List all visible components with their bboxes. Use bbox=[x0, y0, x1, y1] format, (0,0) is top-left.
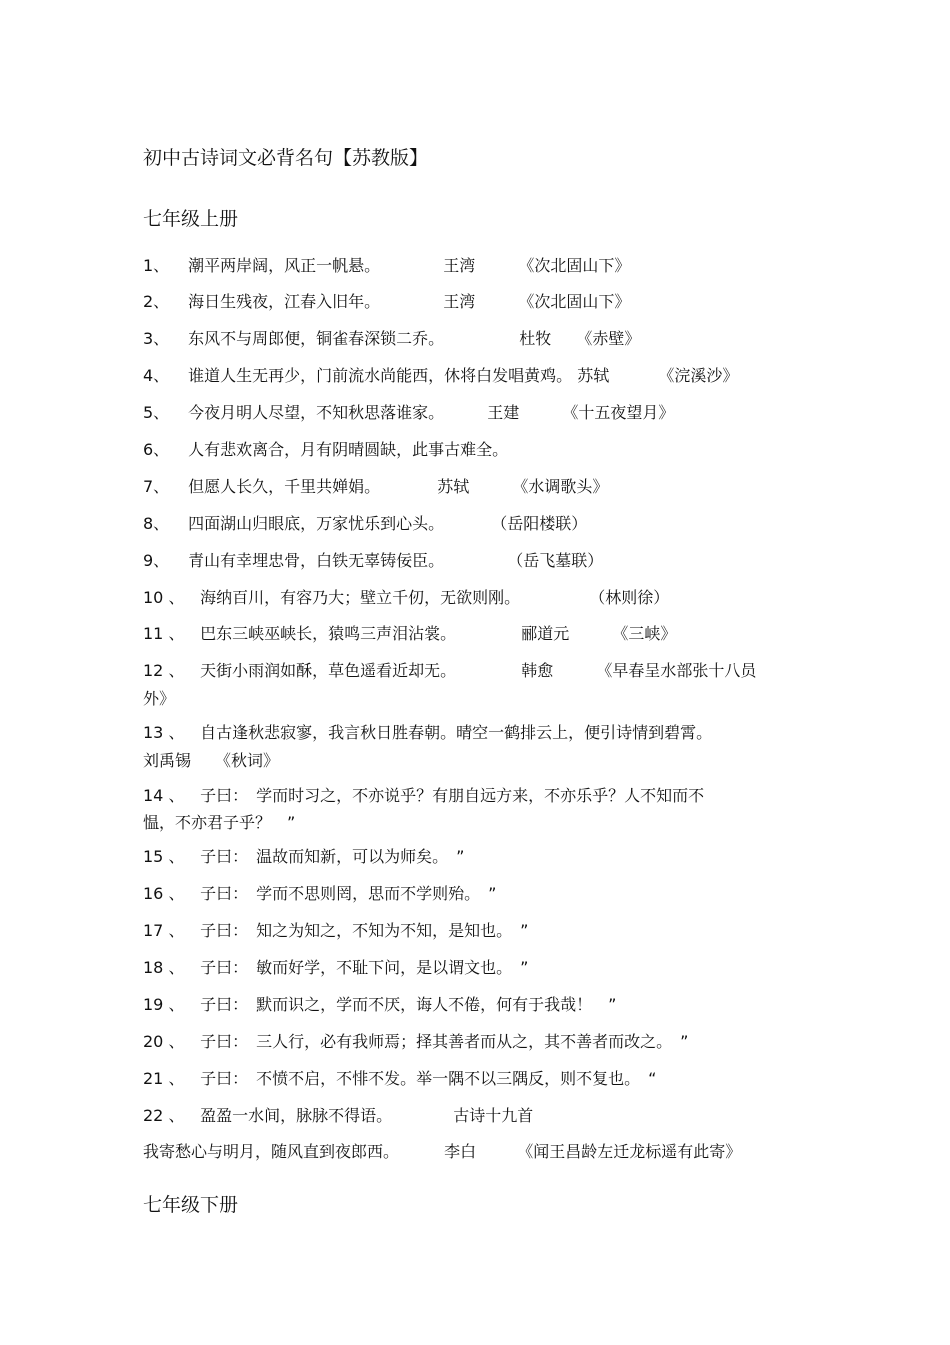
item-number: 21 、 bbox=[143, 1069, 185, 1088]
item-source: 《赤壁》 bbox=[576, 329, 641, 348]
item-text: 但愿人长久，千里共婵娟。 bbox=[188, 477, 381, 496]
item-number: 6、 bbox=[143, 440, 170, 459]
item-author: 郦道元 bbox=[521, 624, 570, 643]
list-item bbox=[143, 1030, 793, 1054]
item-text: 子曰： 敏而好学，不耻下问，是以谓文也。 ” bbox=[200, 958, 529, 977]
item-text: 青山有幸埋忠骨，白铁无辜铸佞臣。 bbox=[188, 551, 445, 570]
item-number: 17 、 bbox=[143, 921, 185, 940]
list-item bbox=[143, 254, 793, 278]
list-item bbox=[143, 993, 793, 1017]
list-item bbox=[143, 401, 793, 425]
item-source: 《十五夜望月》 bbox=[562, 403, 675, 422]
item-text: 子曰： 知之为知之，不知为不知，是知也。 ” bbox=[200, 921, 529, 940]
item-number: 19 、 bbox=[143, 995, 185, 1014]
item-number: 13 、 bbox=[143, 723, 185, 742]
item-text: 盈盈一水间，脉脉不得语。 bbox=[200, 1106, 393, 1125]
item-source: （岳飞墓联） bbox=[507, 551, 604, 570]
list-item bbox=[143, 586, 793, 610]
item-source: 《闻王昌龄左迁龙标遥有此寄》 bbox=[517, 1142, 742, 1161]
item-number: 11 、 bbox=[143, 624, 185, 643]
item-text: 子曰： 不愤不启，不悱不发。举一隅不以三隅反，则不复也。 “ bbox=[200, 1069, 657, 1088]
item-text: 人有悲欢离合，月有阴晴圆缺，此事古难全。 bbox=[188, 440, 509, 459]
item-source: 《三峡》 bbox=[612, 624, 677, 643]
list-item bbox=[143, 364, 793, 388]
item-number: 16 、 bbox=[143, 884, 185, 903]
list-item bbox=[143, 549, 793, 573]
item-source: 《浣溪沙》 bbox=[658, 366, 739, 385]
list-item bbox=[143, 1104, 793, 1128]
item-text: 潮平两岸阔，风正一帆悬。 bbox=[188, 256, 381, 275]
item-text: 海纳百川，有容乃大；壁立千仞，无欲则刚。 bbox=[200, 588, 521, 607]
item-text: 我寄愁心与明月，随风直到夜郎西。 bbox=[143, 1142, 400, 1161]
list-item bbox=[143, 290, 793, 314]
section-heading-grade7-vol1: 七年级上册 bbox=[143, 208, 239, 230]
item-text: 东风不与周郎便，铜雀春深锁二乔。 bbox=[188, 329, 445, 348]
item-number: 8、 bbox=[143, 514, 170, 533]
item-number: 5、 bbox=[143, 403, 170, 422]
item-text: 海日生残夜，江春入旧年。 bbox=[188, 292, 381, 311]
item-author: 杜牧 bbox=[519, 329, 552, 348]
item-text: 子曰： 学而不思则罔，思而不学则殆。 ” bbox=[200, 884, 497, 903]
list-item bbox=[143, 956, 793, 980]
list-item bbox=[143, 475, 793, 499]
item-number: 1、 bbox=[143, 256, 170, 275]
item-author: 李白 bbox=[444, 1142, 477, 1161]
list-item bbox=[143, 327, 793, 351]
item-text: 自古逢秋悲寂寥，我言秋日胜春朝。晴空一鹤排云上，便引诗情到碧霄。 bbox=[200, 723, 713, 742]
item-source: 《次北固山下》 bbox=[518, 256, 631, 275]
item-source: 《次北固山下》 bbox=[518, 292, 631, 311]
item-text: 子曰： 默而识之，学而不厌，诲人不倦，何有于我哉！ ” bbox=[200, 995, 617, 1014]
item-author: 王建 bbox=[487, 403, 520, 422]
item-source: 《水调歌头》 bbox=[512, 477, 609, 496]
item-source: （林则徐） bbox=[589, 588, 670, 607]
item-text: 今夜月明人尽望，不知秋思落谁家。 bbox=[188, 403, 445, 422]
list-item bbox=[143, 1140, 793, 1164]
item-text: 子曰： 三人行，必有我师焉；择其善者而从之，其不善者而改之。 ” bbox=[200, 1032, 689, 1051]
list-item-continuation: 愠，不亦君子乎？ ” bbox=[143, 813, 296, 832]
item-number: 10 、 bbox=[143, 588, 185, 607]
section-heading-grade7-vol2: 七年级下册 bbox=[143, 1194, 239, 1216]
item-text: 天街小雨润如酥，草色遥看近却无。 bbox=[200, 661, 457, 680]
list-item bbox=[143, 845, 793, 869]
list-item bbox=[143, 784, 793, 808]
item-number: 18 、 bbox=[143, 958, 185, 977]
list-item bbox=[143, 622, 793, 646]
list-item bbox=[143, 512, 793, 536]
item-text: 巴东三峡巫峡长，猿鸣三声泪沾裳。 bbox=[200, 624, 457, 643]
item-author: 苏轼 bbox=[437, 477, 470, 496]
list-item bbox=[143, 882, 793, 906]
list-item bbox=[143, 1067, 793, 1091]
item-number: 20 、 bbox=[143, 1032, 185, 1051]
page-title: 初中古诗词文必背名句【苏教版】 bbox=[143, 147, 429, 169]
item-text: 谁道人生无再少，门前流水尚能西，休将白发唱黄鸡。 bbox=[188, 366, 573, 385]
item-source: （岳阳楼联） bbox=[491, 514, 588, 533]
item-author: 韩愈 bbox=[521, 661, 554, 680]
item-number: 7、 bbox=[143, 477, 170, 496]
item-number: 15 、 bbox=[143, 847, 185, 866]
item-number: 22 、 bbox=[143, 1106, 185, 1125]
item-author: 苏轼 bbox=[577, 366, 610, 385]
item-source: 《早春呈水部张十八员 bbox=[596, 661, 757, 680]
list-item-continuation: 外》 bbox=[143, 689, 176, 708]
item-number: 3、 bbox=[143, 329, 170, 348]
item-number: 2、 bbox=[143, 292, 170, 311]
list-item-continuation: 刘禹锡 《秋词》 bbox=[143, 751, 280, 770]
list-item bbox=[143, 919, 793, 943]
item-number: 9、 bbox=[143, 551, 170, 570]
list-item bbox=[143, 438, 793, 462]
item-number: 14 、 bbox=[143, 786, 185, 805]
item-author: 古诗十九首 bbox=[453, 1106, 534, 1125]
list-item bbox=[143, 721, 793, 745]
list-item bbox=[143, 659, 793, 683]
item-number: 12 、 bbox=[143, 661, 185, 680]
item-text: 子曰： 温故而知新，可以为师矣。 ” bbox=[200, 847, 465, 866]
item-text: 子曰： 学而时习之，不亦说乎？有朋自远方来，不亦乐乎？人不知而不 bbox=[200, 786, 705, 805]
item-author: 王湾 bbox=[443, 256, 476, 275]
item-author: 王湾 bbox=[443, 292, 476, 311]
item-number: 4、 bbox=[143, 366, 170, 385]
item-text: 四面湖山归眼底，万家忧乐到心头。 bbox=[188, 514, 445, 533]
